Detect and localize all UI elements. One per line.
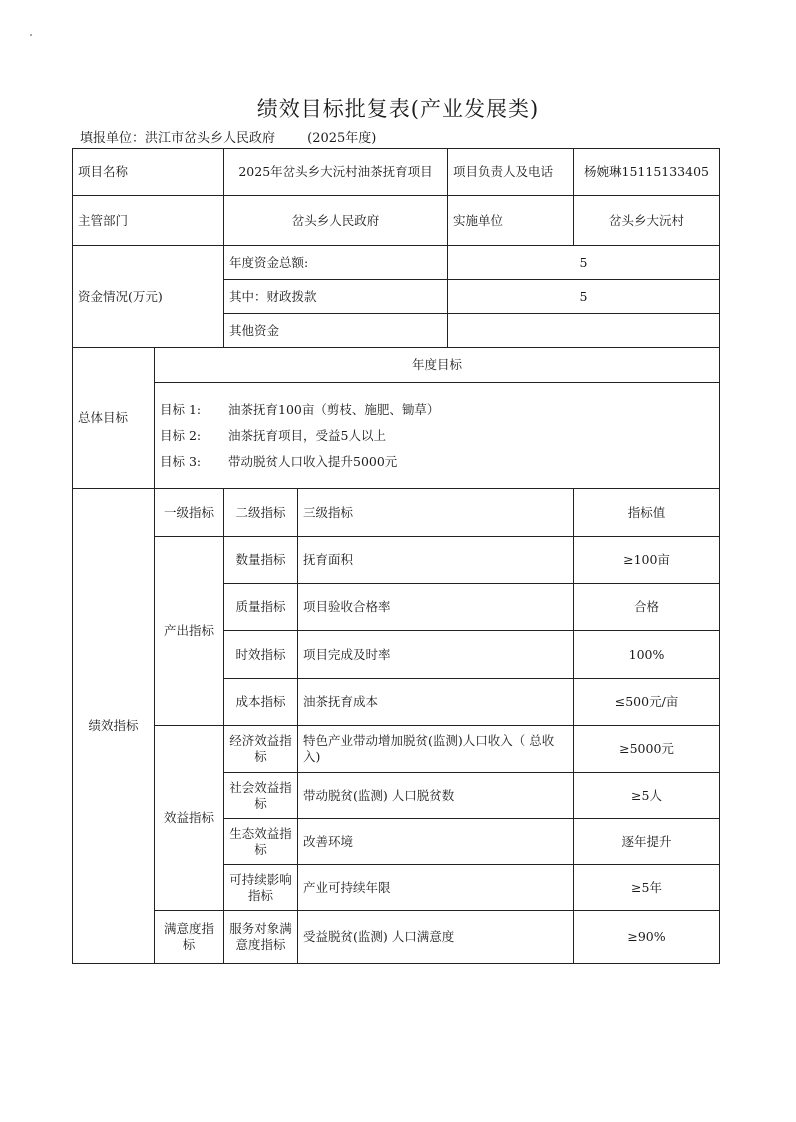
value-cell: ≥100亩 — [574, 537, 720, 584]
level3-header: 三级指标 — [298, 489, 574, 537]
project-name-value: 2025年岔头乡大沅村油茶抚育项目 — [224, 149, 448, 196]
level2-cell: 经济效益指标 — [224, 726, 298, 773]
table-row — [73, 726, 720, 773]
goal-number: 目标 1: — [160, 401, 202, 417]
contact-value: 杨婉琳15115133405 — [574, 149, 720, 196]
level2-cell: 服务对象满意度指标 — [224, 911, 298, 964]
goal-item — [160, 423, 714, 449]
value-cell: ≥5人 — [574, 773, 720, 819]
level3-cell: 抚育面积 — [298, 537, 574, 584]
overall-header-row — [73, 348, 720, 383]
funds-total-value: 5 — [448, 246, 720, 280]
level2-cell: 成本指标 — [224, 679, 298, 726]
funds-other-value — [448, 314, 720, 348]
funds-total-label: 年度资金总额: — [224, 246, 448, 280]
value-cell: 逐年提升 — [574, 819, 720, 865]
level3-cell: 带动脱贫(监测) 人口脱贫数 — [298, 773, 574, 819]
level3-cell: 特色产业带动增加脱贫(监测)人口收入（ 总收入) — [298, 726, 574, 773]
satisfaction-label: 满意度指标 — [155, 911, 224, 964]
dept-value: 岔头乡人民政府 — [224, 196, 448, 246]
goal-list — [155, 383, 720, 489]
goal-text: 油茶抚育项目，受益5人以上 — [228, 427, 386, 443]
scan-speck — [30, 34, 32, 36]
funds-label: 资金情况(万元) — [73, 246, 224, 348]
value-cell: ≤500元/亩 — [574, 679, 720, 726]
goal-text: 带动脱贫人口收入提升5000元 — [228, 453, 398, 469]
level3-cell: 项目完成及时率 — [298, 631, 574, 679]
project-name-label: 项目名称 — [73, 149, 224, 196]
performance-goal-table — [72, 148, 720, 964]
level3-cell: 产业可持续年限 — [298, 865, 574, 911]
value-cell: 合格 — [574, 584, 720, 631]
level1-header: 一级指标 — [155, 489, 224, 537]
benefit-label: 效益指标 — [155, 726, 224, 911]
value-header: 指标值 — [574, 489, 720, 537]
funds-fiscal-value: 5 — [448, 280, 720, 314]
value-cell: ≥5年 — [574, 865, 720, 911]
funds-other-label: 其他资金 — [224, 314, 448, 348]
filler-year: (2025年度) — [307, 131, 377, 146]
filler-unit: 填报单位：洪江市岔头乡人民政府 — [80, 131, 276, 146]
level3-cell: 项目验收合格率 — [298, 584, 574, 631]
project-name-row — [73, 149, 720, 196]
goal-item — [160, 449, 714, 475]
perf-label: 绩效指标 — [73, 489, 155, 964]
level3-cell: 改善环境 — [298, 819, 574, 865]
value-cell: ≥90% — [574, 911, 720, 964]
page-title: 绩效目标批复表(产业发展类) — [256, 97, 540, 121]
goal-item — [160, 397, 714, 423]
funds-total-row — [73, 246, 720, 280]
level2-cell: 时效指标 — [224, 631, 298, 679]
goal-text: 油茶抚育100亩（剪枝、施肥、锄草） — [228, 401, 440, 417]
level2-cell: 生态效益指标 — [224, 819, 298, 865]
value-cell: 100% — [574, 631, 720, 679]
table-row — [73, 911, 720, 964]
overall-goals-row — [73, 383, 720, 489]
level3-cell: 油茶抚育成本 — [298, 679, 574, 726]
goal-number: 目标 3: — [160, 453, 202, 469]
filler-line — [80, 127, 376, 146]
department-row — [73, 196, 720, 246]
level2-header: 二级指标 — [224, 489, 298, 537]
level2-cell: 可持续影响指标 — [224, 865, 298, 911]
impl-value: 岔头乡大沅村 — [574, 196, 720, 246]
impl-label: 实施单位 — [448, 196, 574, 246]
output-label: 产出指标 — [155, 537, 224, 726]
funds-fiscal-label: 其中：财政拨款 — [224, 280, 448, 314]
goal-number: 目标 2: — [160, 427, 202, 443]
level2-cell: 社会效益指标 — [224, 773, 298, 819]
dept-label: 主管部门 — [73, 196, 224, 246]
table-row — [73, 537, 720, 584]
value-cell: ≥5000元 — [574, 726, 720, 773]
overall-label: 总体目标 — [73, 348, 155, 489]
level3-cell: 受益脱贫(监测) 人口满意度 — [298, 911, 574, 964]
annual-goal-header: 年度目标 — [155, 348, 720, 383]
level2-cell: 质量指标 — [224, 584, 298, 631]
level2-cell: 数量指标 — [224, 537, 298, 584]
contact-label: 项目负责人及电话 — [448, 149, 574, 196]
indicator-header-row — [73, 489, 720, 537]
